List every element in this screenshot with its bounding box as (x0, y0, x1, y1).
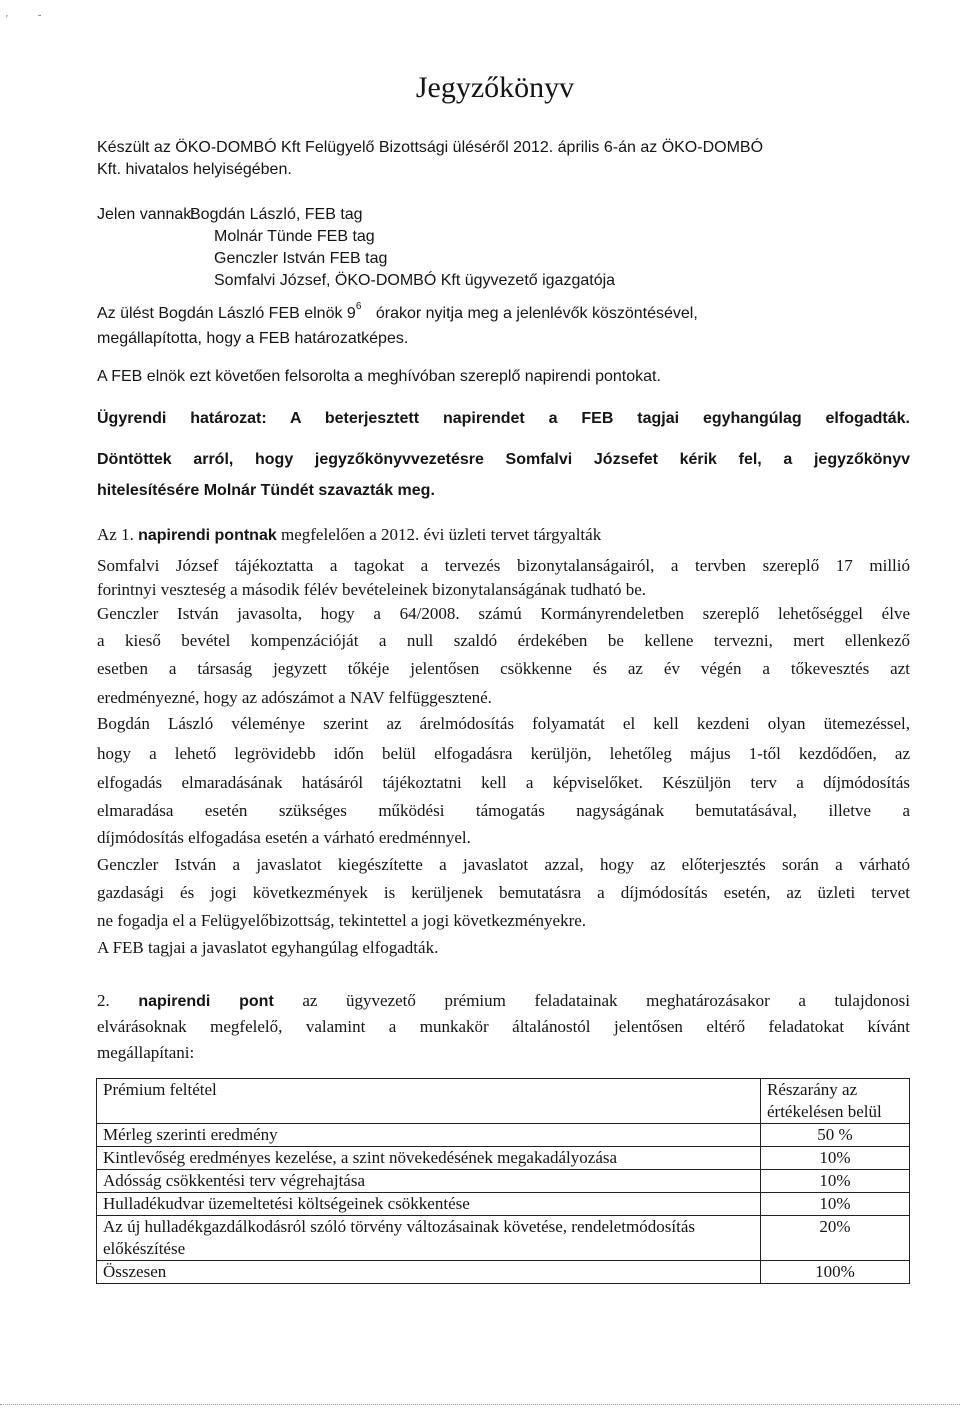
paragraph-line: elvárásoknak megfelelő, valamint a munkakör általánostól jelentősen eltérő feladatokat kívánt (97, 1017, 910, 1036)
premium-share: 50 % (761, 1124, 910, 1147)
agenda-item-heading (97, 991, 910, 1012)
paragraph-line: eredményezné, hogy az adószámot a NAV felfüggesztené. (97, 688, 492, 707)
paragraph-line: forintnyi veszteség a második félév bevételeinek bizonytalanságának tudható be. (97, 580, 646, 599)
paragraph-line: a kieső bevétel kompenzációját a null szaldó érdekében be kellene tervezni, mert ellenkező (97, 631, 910, 650)
paragraph-line: ne fogadja el a Felügyelőbizottság, tekintettel a jogi következményekre. (97, 911, 587, 930)
column-header-share: Részarány az értékelésen belül (761, 1079, 910, 1124)
paragraph-line: elmaradása esetén szükséges működési támogatás nagyságának bemutatásával, illetve a (97, 801, 910, 820)
opening-line: megállapította, hogy a FEB határozatképes. (97, 330, 409, 347)
premium-share: 10% (761, 1193, 910, 1216)
agenda-item-label: napirendi pontnak (138, 527, 277, 544)
agenda-item-text: az ügyvezető prémium feladatainak meghatározásakor a tulajdonosi (302, 991, 911, 1010)
premium-table (96, 1078, 910, 1284)
intro-line: Kft. hivatalos helyiségében. (97, 161, 292, 178)
resolution-text: hitelesítésére Molnár Tündét szavazták meg. (97, 482, 435, 499)
table-header-row (97, 1079, 910, 1124)
table-row (97, 1193, 910, 1216)
paragraph-line: Bogdán László véleménye szerint az árelmódosítás folyamatát el kell kezdeni olyan ütemezéssel, (97, 714, 910, 733)
premium-condition: Hulladékudvar üzemeltetési költségeinek csökkentése (97, 1193, 761, 1216)
agenda-item-text: megfelelően a 2012. évi üzleti tervet tárgyalták (281, 525, 602, 544)
document-title: Jegyzőkönyv (415, 71, 575, 104)
resolution-text: Döntöttek arról, hogy jegyzőkönyvvezetésre Somfalvi Józsefet kérik fel, a jegyzőkönyv (97, 451, 910, 468)
table-row (97, 1170, 910, 1193)
paragraph-line: Genczler István a javaslatot kiegészítette a javaslatot azzal, hogy az előterjesztés során a várható (97, 855, 910, 874)
paragraph-line: megállapítani: (97, 1043, 195, 1062)
attendee: Somfalvi József, ÖKO-DOMBÓ Kft ügyvezető igazgatója (214, 272, 616, 289)
paragraph-line: díjmódosítás elfogadása esetén a várható eredménnyel. (97, 828, 471, 847)
scan-mark: ˘ (38, 14, 42, 25)
attendance-label: Jelen vannak: (97, 206, 196, 223)
attendee: Bogdán László, FEB tag (190, 206, 363, 223)
opening-time-superscript: 6 (355, 300, 362, 312)
premium-share: 10% (761, 1147, 910, 1170)
table-total-row (97, 1261, 910, 1284)
agenda-item-number: 2. (97, 991, 110, 1010)
premium-share: 100% (761, 1261, 910, 1284)
opening-text: Az ülést Bogdán László FEB elnök 9 (97, 305, 356, 322)
agenda-item-heading (97, 525, 601, 546)
premium-condition: Kintlevőség eredményes kezelése, a szint növekedésének megakadályozása (97, 1147, 761, 1170)
premium-condition: Összesen (97, 1261, 761, 1284)
premium-condition: Adósság csökkentési terv végrehajtása (97, 1170, 761, 1193)
paragraph-line: gazdasági és jogi következmények is kerüljenek bemutatásra a díjmódosítás esetén, az üzleti tervet (97, 883, 910, 902)
opening-text: órakor nyitja meg a jelenlévők köszöntésével, (375, 305, 698, 322)
paragraph-line: hogy a lehető legrövidebb időn belül elfogadásra kerüljön, lehetőleg május 1-től kezdődően, az (97, 744, 910, 763)
paragraph-line: esetben a társaság jegyzett tőkéje jelentősen csökkenne és az év végén a tőkevesztés azt (97, 659, 910, 678)
paragraph-line: elfogadás elmaradásának hatásáról tájékoztatni kell a képviselőket. Készüljön terv a díjmódosítás (97, 773, 910, 792)
paragraph-line: Somfalvi József tájékoztatta a tagokat a tervezés bizonytalanságairól, a tervben szereplő 17 millió (97, 556, 910, 575)
agenda-note: A FEB elnök ezt követően felsorolta a meghívóban szereplő napirendi pontokat. (97, 368, 661, 385)
premium-condition: Az új hulladékgazdálkodásról szóló törvény változásainak követése, rendeletmódosítás előkészítése (97, 1216, 761, 1261)
paragraph-line: A FEB tagjai a javaslatot egyhangúlag elfogadták. (97, 938, 439, 957)
premium-share: 10% (761, 1170, 910, 1193)
intro-line: Készült az ÖKO-DOMBÓ Kft Felügyelő Bizottsági üléséről 2012. április 6-án az ÖKO-DOMBÓ (97, 139, 764, 156)
agenda-item-label: napirendi pont (138, 993, 274, 1010)
procedural-resolution: Ügyrendi határozat: A beterjesztett napirendet a FEB tagjai egyhangúlag elfogadták. (97, 410, 910, 427)
table-row (97, 1124, 910, 1147)
opening-line (97, 300, 698, 324)
premium-condition: Mérleg szerinti eredmény (97, 1124, 761, 1147)
attendee: Genczler István FEB tag (214, 250, 388, 267)
attendee: Molnár Tünde FEB tag (214, 228, 375, 245)
scan-mark: ' (6, 14, 8, 25)
column-header-condition: Prémium feltétel (97, 1079, 761, 1124)
table-row (97, 1147, 910, 1170)
premium-share: 20% (761, 1216, 910, 1261)
paragraph-line: Genczler István javasolta, hogy a 64/2008. számú Kormányrendeletben szereplő lehetőséggel élve (97, 604, 910, 623)
table-row (97, 1216, 910, 1261)
scan-edge-divider (0, 1404, 960, 1405)
agenda-item-number: Az 1. (97, 525, 134, 544)
